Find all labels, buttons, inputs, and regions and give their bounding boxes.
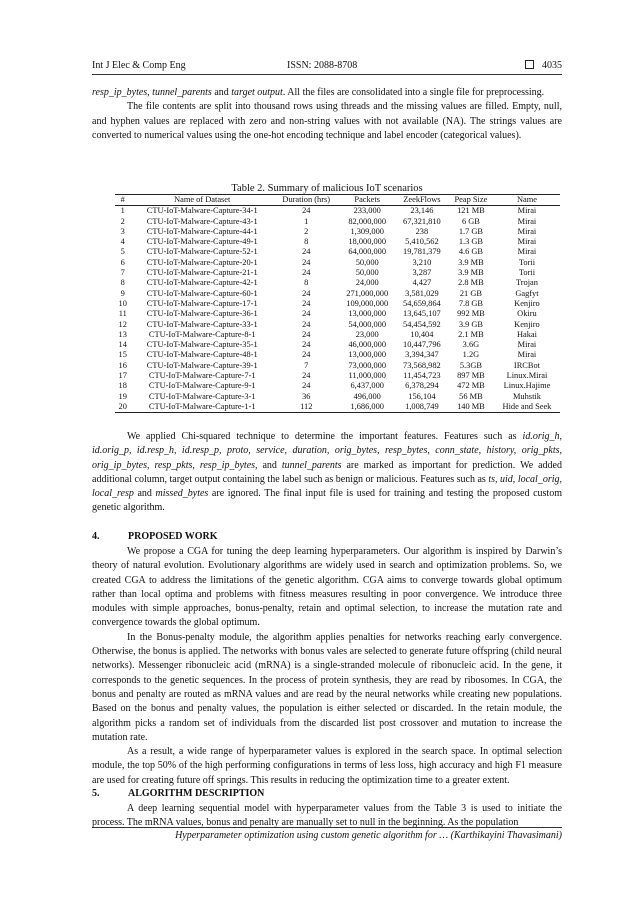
section-4-number: 4. (92, 531, 100, 542)
table-row (115, 278, 560, 288)
table-cell: 50,000 (355, 257, 379, 267)
table-row (115, 217, 560, 227)
table-cell: 3,287 (412, 268, 432, 278)
table-cell: 24 (302, 247, 311, 257)
table-cell: 13,000,000 (348, 350, 387, 360)
table-cell: 19 (118, 391, 127, 401)
table-cell: Torii (518, 257, 536, 267)
table-cell: 7 (120, 268, 125, 278)
table-cell: 3.9 GB (458, 319, 484, 329)
table-cell: 24 (302, 288, 311, 298)
table-cell: CTU-IoT-Malware-Capture-48-1 (146, 350, 258, 360)
table-cell: Mirai (517, 206, 537, 216)
table-cell: 4.6 GB (458, 247, 484, 257)
page-header (92, 58, 562, 75)
table-cell: CTU-IoT-Malware-Capture-8-1 (148, 329, 256, 339)
table-row (115, 330, 560, 340)
table-cell: 24 (302, 257, 311, 267)
table-cell: 271,000,000 (346, 288, 389, 298)
table-cell: 8 (304, 237, 309, 247)
table-row (115, 392, 560, 402)
table-cell: 23,146 (410, 206, 434, 216)
table-cell: 9 (120, 288, 125, 298)
section-4-body (92, 545, 562, 788)
table-cell: 7.8 GB (458, 298, 484, 308)
intro-paragraph-1 (92, 86, 562, 100)
table-cell: 10 (118, 298, 127, 308)
table-cell: 6,378,294 (405, 381, 439, 391)
page-number-group (525, 60, 562, 71)
table-cell: 109,000,000 (346, 298, 389, 308)
table-cell: 24 (302, 350, 311, 360)
table-cell: Muhstik (512, 391, 541, 401)
table-cell: 233,000 (353, 206, 381, 216)
chi-paragraph (92, 430, 562, 516)
table-cell: Mirai (517, 340, 537, 350)
table-cell: 17 (118, 371, 127, 381)
table-cell: CTU-IoT-Malware-Capture-34-1 (146, 206, 258, 216)
table-cell: 54,000,000 (348, 319, 387, 329)
table-cell: 3,210 (412, 257, 432, 267)
table-cell: Mirai (517, 350, 537, 360)
table-cell: CTU-IoT-Malware-Capture-9-1 (148, 381, 256, 391)
table-cell: 46,000,000 (348, 340, 387, 350)
table-body (115, 206, 560, 413)
section-5-heading (92, 788, 264, 799)
table-cell: Mirai (517, 226, 537, 236)
table-cell: CTU-IoT-Malware-Capture-35-1 (146, 340, 258, 350)
table-cell: 6,437,000 (350, 381, 384, 391)
checkbox-square-icon (525, 60, 534, 69)
page-footer: Hyperparameter optimization using custom genetic algorithm for … (Karthikayini Thavasimani) (92, 827, 562, 846)
table-cell: 11 (118, 309, 127, 319)
column-header: Peap Size (454, 195, 488, 204)
table-cell: CTU-IoT-Malware-Capture-43-1 (146, 216, 258, 226)
table-cell: CTU-IoT-Malware-Capture-42-1 (146, 278, 258, 288)
table-cell: 13,645,107 (403, 309, 441, 319)
table-cell: 7 (304, 360, 309, 370)
column-header: # (120, 195, 125, 204)
table-cell: 1,008,749 (405, 401, 439, 411)
table-cell: 82,000,000 (348, 216, 387, 226)
table-cell: 24 (302, 381, 311, 391)
table-cell: 64,000,000 (348, 247, 387, 257)
chi-text-run: are ignored. The final input file is used for training and testing the proposed custom genetic algorithm. (92, 488, 562, 514)
intro-text-run: and (211, 87, 232, 98)
table-cell: 3 (120, 226, 125, 236)
section-4-paragraph-3: As a result, a wide range of hyperparameter values is explored in the search space. In optimal selection module, the top 50% of the high performing configurations in terms of less loss, high accuracy and high F1 measure are used for creating future off springs. This results in reducing the optimization time to a greater extent. (92, 746, 562, 786)
table-cell: 6 (120, 257, 125, 267)
table-row (115, 237, 560, 247)
table-cell: 21 GB (459, 288, 482, 298)
table-cell: 54,454,592 (403, 319, 441, 329)
table-cell: 6 GB (461, 216, 480, 226)
table-row (115, 350, 560, 360)
table-cell: Hide and Seek (502, 401, 552, 411)
column-header: Duration (hrs) (282, 195, 331, 204)
table-cell: CTU-IoT-Malware-Capture-20-1 (146, 257, 258, 267)
table-cell: 54,659,864 (403, 298, 441, 308)
section-4-heading (92, 531, 218, 542)
table-cell: Trojan (515, 278, 538, 288)
table-row (115, 402, 560, 413)
table-cell: CTU-IoT-Malware-Capture-36-1 (146, 309, 258, 319)
table-cell: 50,000 (355, 268, 379, 278)
table-cell: CTU-IoT-Malware-Capture-49-1 (146, 237, 258, 247)
issn: ISSN: 2088-8708 (287, 60, 358, 71)
table-cell: 5.3GB (459, 360, 482, 370)
table-cell: 238 (415, 226, 429, 236)
table-row (115, 309, 560, 319)
column-header: Name (516, 195, 537, 204)
table-cell: 3,581,029 (405, 288, 439, 298)
table-cell: CTU-IoT-Malware-Capture-39-1 (146, 360, 258, 370)
table-cell: 18,000,000 (348, 237, 387, 247)
table-row (115, 268, 560, 278)
table-cell: 3.9 MB (458, 257, 484, 267)
table-cell: 1,686,000 (350, 401, 384, 411)
table-cell: Mirai (517, 247, 537, 257)
table-cell: 5,410,562 (405, 237, 439, 247)
table-cell: 24,000 (355, 278, 379, 288)
table-cell: 36 (302, 391, 311, 401)
table-row (115, 258, 560, 268)
table-row (115, 340, 560, 350)
section-5-paragraph-1: A deep learning sequential model with hyperparameter values from the Table 3 is used to initiate the process. The mRNA values, bonus and penalty are manually set to null in the beginning. As the population (92, 803, 562, 829)
intro-block (92, 86, 562, 143)
section-5-number: 5. (92, 788, 100, 799)
table-cell: 10,404 (410, 329, 434, 339)
table-cell: 18 (118, 381, 127, 391)
table-row (115, 247, 560, 257)
table-cell: Kenjiro (514, 319, 540, 329)
table-cell: 24 (302, 206, 311, 216)
table-row (115, 206, 560, 217)
malware-table (115, 194, 560, 413)
table-cell: 1 (304, 216, 309, 226)
table-cell: CTU-IoT-Malware-Capture-60-1 (146, 288, 258, 298)
table-cell: 16 (118, 360, 127, 370)
table-cell: 156,104 (408, 391, 436, 401)
table-cell: 4,427 (412, 278, 432, 288)
table-cell: 73,000,000 (348, 360, 387, 370)
table-cell: 24 (302, 309, 311, 319)
table-cell: 8 (120, 278, 125, 288)
table-cell: 496,000 (353, 391, 381, 401)
chi-text-run: and (133, 488, 156, 500)
table-cell: 24 (302, 340, 311, 350)
table-cell: Kenjiro (514, 298, 540, 308)
table-cell: CTU-IoT-Malware-Capture-52-1 (146, 247, 258, 257)
table-cell: 140 MB (457, 401, 485, 411)
table-row (115, 320, 560, 330)
intro-text-run: target output (231, 87, 283, 98)
chi-text-run: ts, uid, local_orig, local_resp (92, 473, 562, 500)
table-cell: CTU-IoT-Malware-Capture-33-1 (146, 319, 258, 329)
chi-text-run: We applied Chi-squared technique to determine the important features. Features such as (127, 431, 523, 442)
table-row (115, 371, 560, 381)
table-row (115, 381, 560, 391)
table-cell: 11,454,723 (403, 371, 441, 381)
table-cell: Linux.Mirai (506, 371, 548, 381)
table-cell: 1.7 GB (458, 226, 484, 236)
chi-text-run: and (257, 459, 282, 471)
table-cell: 20 (118, 401, 127, 411)
table-cell: 11,000,000 (348, 371, 386, 381)
chi-text-run: missed_bytes (155, 488, 209, 500)
table-cell: 19,781,379 (403, 247, 441, 257)
table-cell: 5 (120, 247, 125, 257)
chi-text-run: tunnel_parents (281, 459, 342, 471)
table-cell: Hakai (516, 329, 537, 339)
table-cell: 1,309,000 (350, 226, 384, 236)
table-cell: CTU-IoT-Malware-Capture-21-1 (146, 268, 258, 278)
section-4-paragraph-2: In the Bonus-penalty module, the algorithm applies penalties for networks reaching early convergence. Otherwise, the bonus is applied. The networks with bonus vales are selected to generate future offspring (child neural networks). Messenger ribonucleic acid (mRNA) is a single-stranded molecule of ribonucleic acid. In the gene, it corresponds to the genetic sequences. In the process of protein synthesis, they are read by ribosomes. In CGA, the bonus and penalty are routed as mRNA values and are read by the neural networks while creating new populations. Based on the bonus and penalty values, the population is either selected or discarded. In the retain module, the algorithm picks a random set of individuals from the discarded list post crossover and mutation to increase the mutation rate. (92, 631, 562, 743)
section-4-paragraph-1: We propose a CGA for tuning the deep learning hyperparameters. Our algorithm is inspired by Darwin’s theory of natural evolution. Evolutionary algorithms are widely used in search and optimization problems. So, we created CGA to address the limitations of the genetic algorithm. CGA aims to converge towards global optimum rather than local optima and problems with fitness measures resulting in poor convergence. We introduce three modules with simple approaches, bonus-penalty, retain and optimal selection, to increase the mutation rate and convergence towards the global optimum. (92, 546, 562, 629)
table-cell: Linux.Hajime (503, 381, 551, 391)
column-header: Packets (354, 195, 380, 204)
intro-paragraph-2: The file contents are split into thousand rows using threads and the missing values are filled. Empty, null, and hyphen values are replaced with zero and non-string values with not available (NA). The strings values are converted to numerical values using the one-hot encoding technique and label encoder (categorical values). (92, 101, 562, 141)
table-cell: Torii (518, 268, 536, 278)
table-cell: 24 (302, 319, 311, 329)
table-cell: CTU-IoT-Malware-Capture-3-1 (148, 391, 256, 401)
chi-block (92, 430, 562, 516)
table-cell: Mirai (517, 237, 537, 247)
chi-text-run: are marked as important for prediction. We added additional column, target output containing the label such as benign or malicious. Features such as (92, 459, 562, 485)
table-cell: 992 MB (457, 309, 485, 319)
table-cell: 15 (118, 350, 127, 360)
section-4-title: PROPOSED WORK (128, 531, 218, 542)
journal-name: Int J Elec & Comp Eng (92, 60, 186, 71)
table-cell: Mirai (517, 216, 537, 226)
column-header: Name of Dataset (174, 195, 231, 204)
table-cell: 73,568,982 (403, 360, 441, 370)
intro-text-run: resp_ip_bytes, tunnel_parents (92, 87, 212, 98)
table-cell: IRCBot (513, 360, 540, 370)
table-cell: 8 (304, 278, 309, 288)
page-number: 4035 (542, 60, 562, 71)
table-cell: CTU-IoT-Malware-Capture-44-1 (146, 226, 258, 236)
table-cell: CTU-IoT-Malware-Capture-7-1 (148, 371, 256, 381)
chi-text-run: id.orig_h, id.orig_p, id.resp_h, id.resp_p, proto, service, duration, orig_bytes, resp_bytes, conn_state, history, orig_pkts, orig_ip_bytes, resp_pkts, resp_ip_bytes, (92, 431, 562, 471)
table-cell: 13,000,000 (348, 309, 387, 319)
intro-text-run: . All the files are consolidated into a single file for preprocessing. (282, 87, 545, 98)
table-cell: 1.3 GB (458, 237, 484, 247)
table-cell: 24 (302, 298, 311, 308)
table-row (115, 289, 560, 299)
table-cell: 13 (118, 329, 127, 339)
table-cell: 121 MB (457, 206, 485, 216)
table-cell: 10,447,796 (403, 340, 441, 350)
table-cell: CTU-IoT-Malware-Capture-1-1 (148, 401, 256, 411)
table-cell: 1 (120, 206, 125, 216)
table-cell: 12 (118, 319, 127, 329)
table-cell: 3.6G (462, 340, 480, 350)
table-cell: 67,321,810 (403, 216, 441, 226)
table-cell: 56 MB (459, 391, 483, 401)
table-cell: 14 (118, 340, 127, 350)
table-cell: CTU-IoT-Malware-Capture-17-1 (146, 298, 258, 308)
table-cell: 2.1 MB (458, 329, 484, 339)
table-row (115, 361, 560, 371)
section-5-title: ALGORITHM DESCRIPTION (128, 788, 265, 799)
table-cell: 2 (120, 216, 125, 226)
table-row (115, 227, 560, 237)
table-cell: 4 (120, 237, 125, 247)
table-cell: 24 (302, 268, 311, 278)
table-cell: 2.8 MB (458, 278, 484, 288)
table-caption: Table 2. Summary of malicious IoT scenarios (231, 183, 423, 194)
table-cell: 3,394,347 (405, 350, 439, 360)
table-row (115, 299, 560, 309)
table-cell: 3.9 MB (458, 268, 484, 278)
table-cell: Okiru (517, 309, 537, 319)
table-cell: 2 (304, 226, 309, 236)
table-cell: 472 MB (457, 381, 485, 391)
table-cell: 897 MB (457, 371, 485, 381)
table-cell: Gagfyt (515, 288, 539, 298)
column-header: ZeekFlows (403, 195, 441, 204)
table-header-row (115, 195, 560, 206)
table-cell: 24 (302, 371, 311, 381)
table-cell: 24 (302, 329, 311, 339)
table-cell: 23,000 (355, 329, 379, 339)
table-cell: 1.2G (462, 350, 480, 360)
table-cell: 112 (300, 401, 313, 411)
